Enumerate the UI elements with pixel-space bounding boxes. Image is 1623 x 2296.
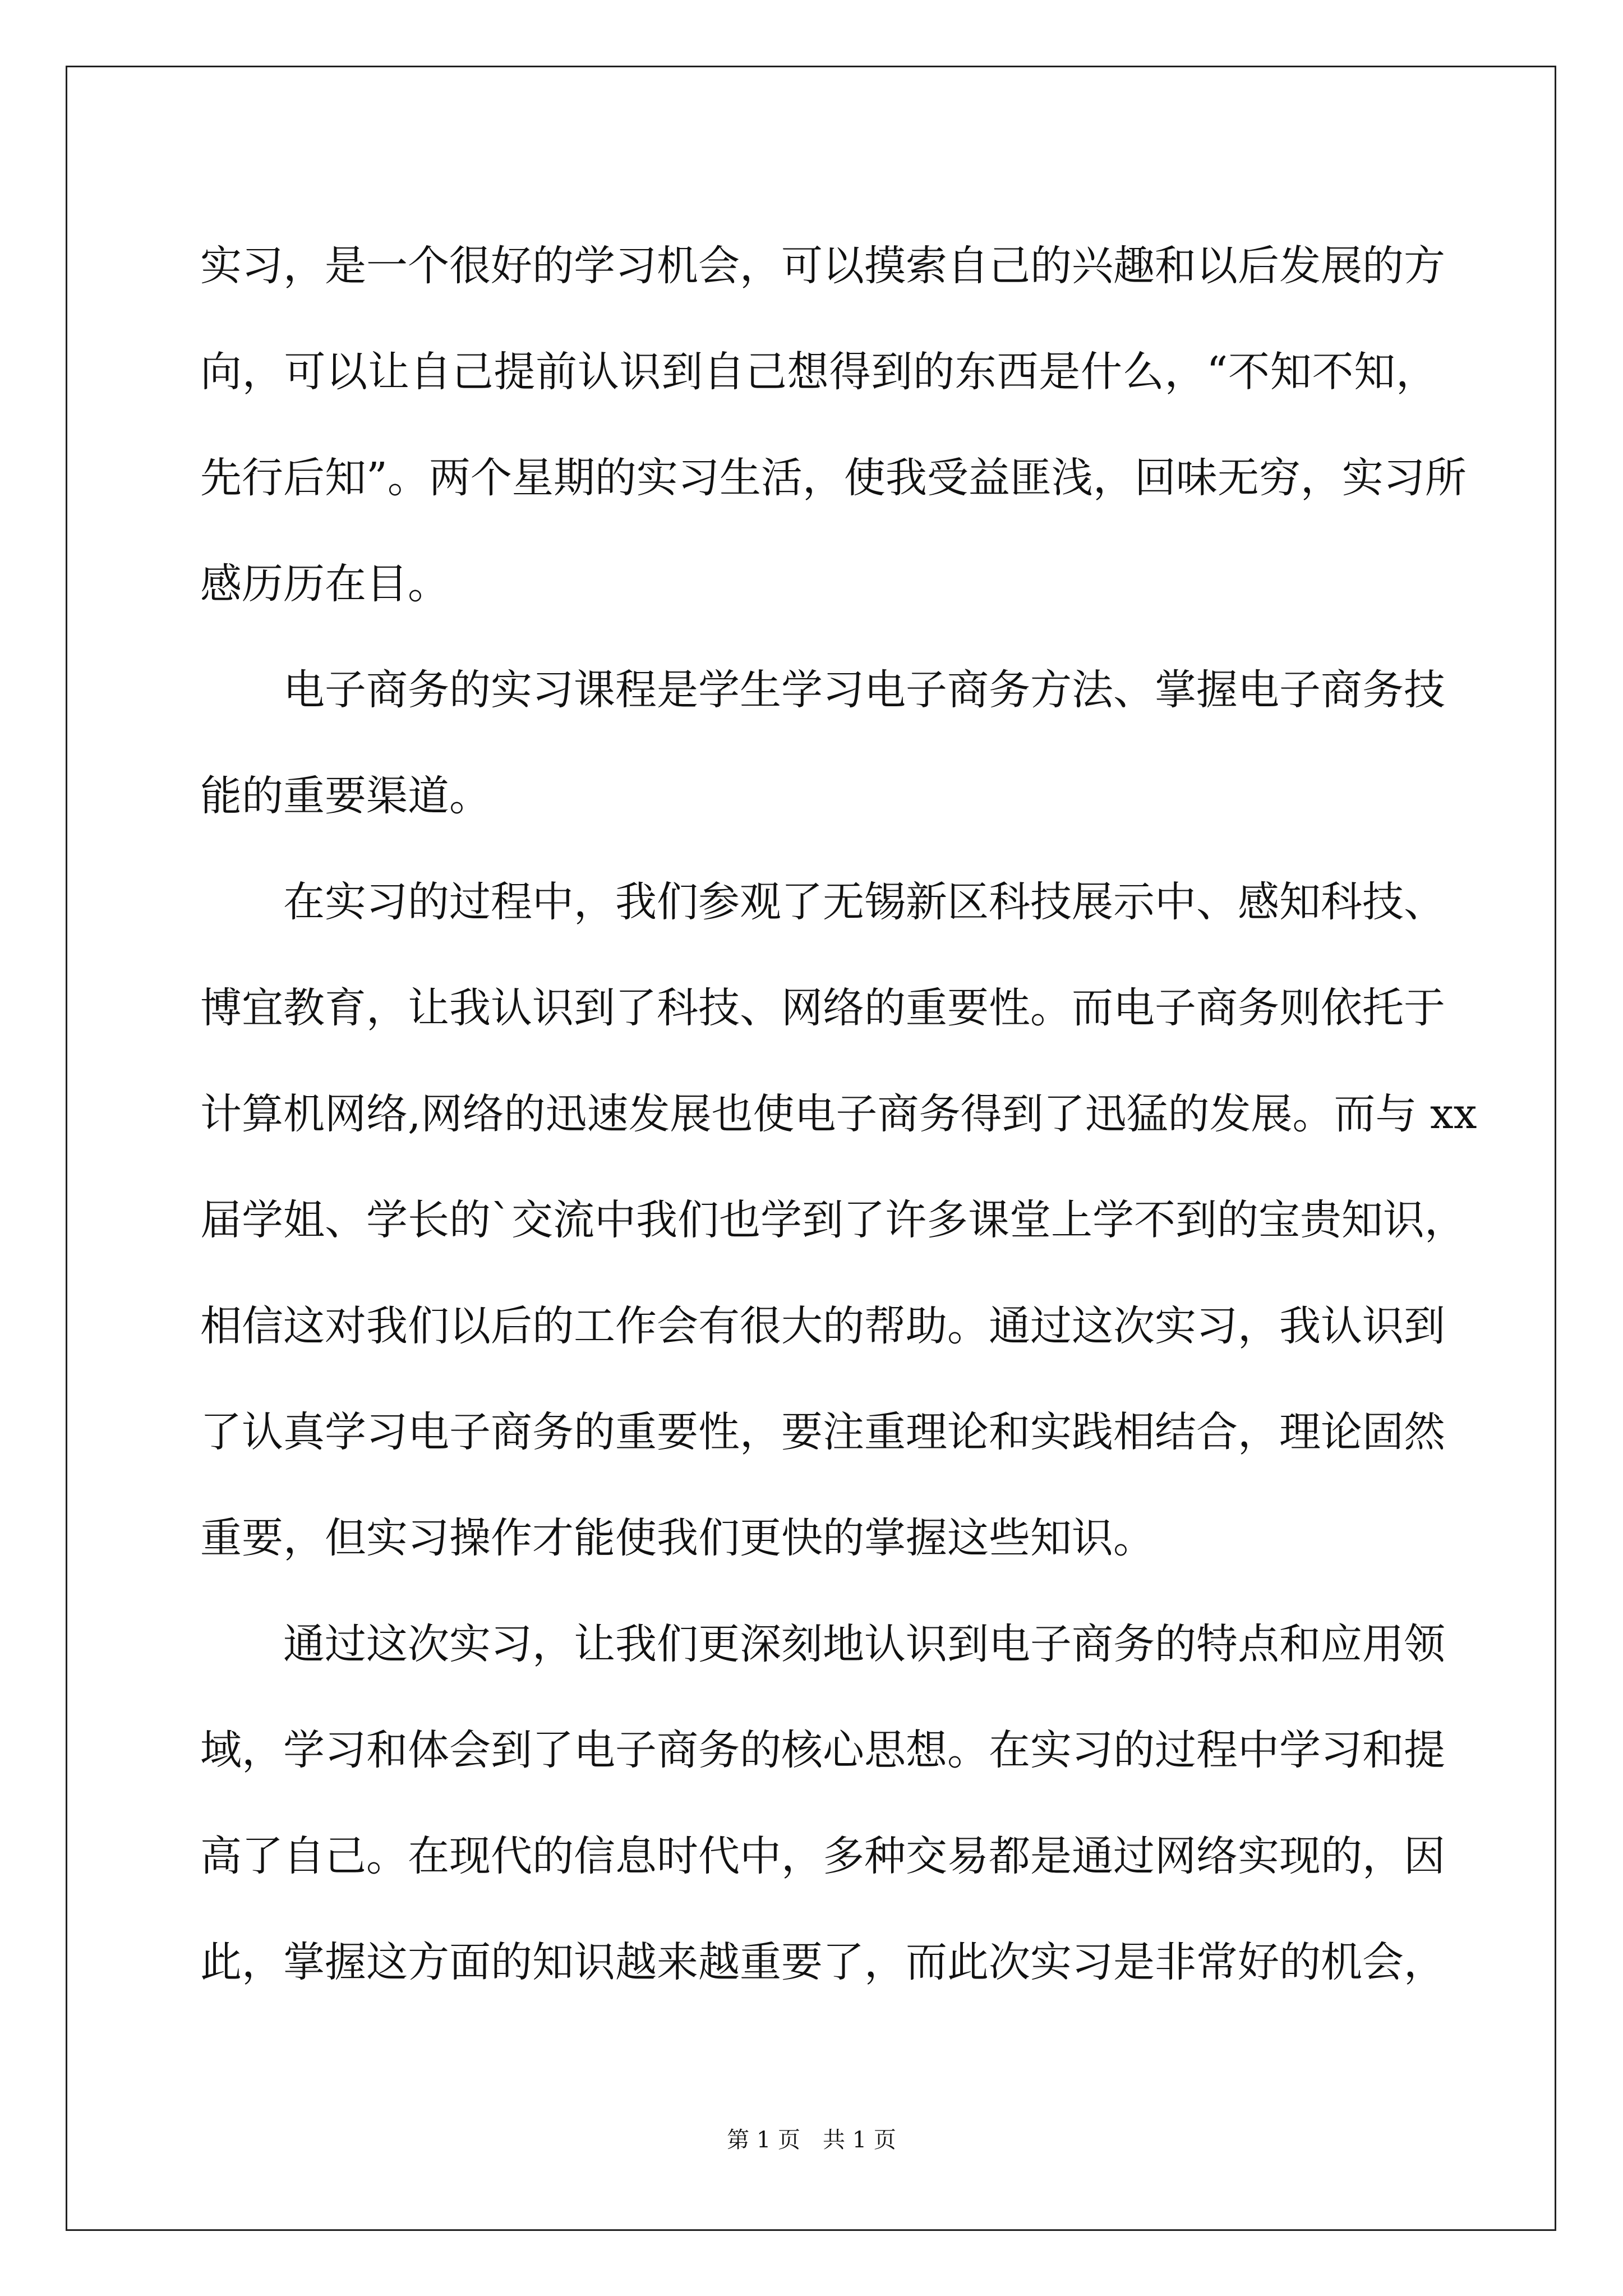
text-line: 实习，是一个很好的学习机会，可以摸索自己的兴趣和以后发展的方 (200, 242, 1445, 290)
text-line: 向，可以让自己提前认识到自己想得到的东西是什么，“不知不知， (200, 348, 1437, 396)
text-line: 重要，但实习操作才能使我们更快的掌握这些知识。 (200, 1514, 1155, 1562)
text-line: 感历历在目。 (200, 560, 449, 608)
document-body (200, 213, 1477, 2016)
page-number: 第 1 页 共 1 页 (727, 2127, 896, 2153)
text-line: 能的重要渠道。 (200, 772, 491, 820)
text-line: 在实习的过程中，我们参观了无锡新区科技展示中、感知科技、 (200, 878, 1445, 926)
page-footer (0, 2123, 1623, 2157)
text-line: 域，学习和体会到了电子商务的核心思想。在实习的过程中学习和提 (200, 1726, 1445, 1774)
text-line: 此，掌握这方面的知识越来越重要了，而此次实习是非常好的机会， (200, 1938, 1445, 1986)
text-line: 了认真学习电子商务的重要性，要注重理论和实践相结合，理论固然 (200, 1408, 1445, 1456)
text-line: 相信这对我们以后的工作会有很大的帮助。通过这次实习，我认识到 (200, 1302, 1445, 1350)
text-line: 先行后知”。两个星期的实习生活，使我受益匪浅，回味无穷，实习所 (200, 454, 1467, 502)
text-line: 届学姐、学长的`交流中我们也学到了许多课堂上学不到的宝贵知识， (200, 1196, 1466, 1244)
text-line: 计算机网络,网络的迅速发展也使电子商务得到了迅猛的发展。而与 xx (200, 1090, 1477, 1138)
text-line: 高了自己。在现代的信息时代中，多种交易都是通过网络实现的，因 (200, 1832, 1445, 1880)
text-line: 通过这次实习，让我们更深刻地认识到电子商务的特点和应用领 (200, 1620, 1445, 1668)
text-line: 博宜教育，让我认识到了科技、网络的重要性。而电子商务则依托于 (200, 984, 1445, 1032)
text-line: 电子商务的实习课程是学生学习电子商务方法、掌握电子商务技 (200, 666, 1445, 714)
